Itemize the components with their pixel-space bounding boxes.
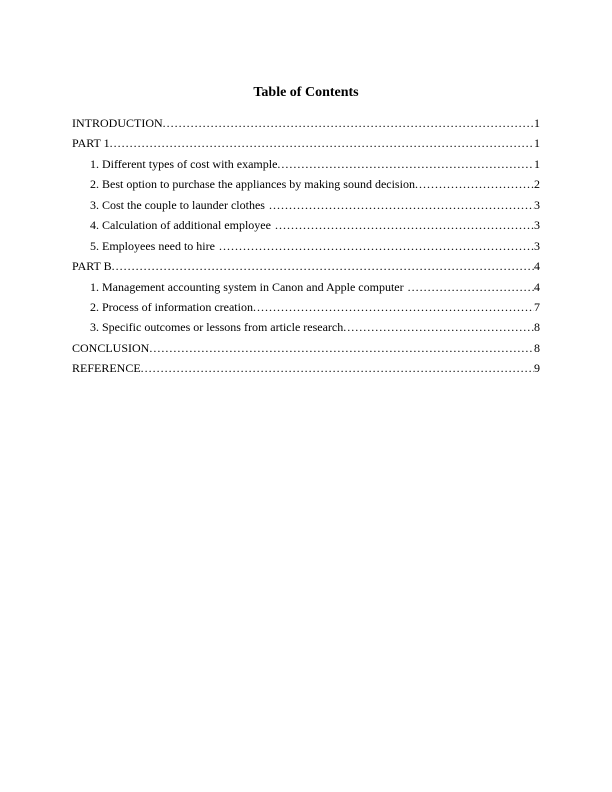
toc-entry-label: 3. Specific outcomes or lessons from article research — [90, 320, 344, 335]
toc-entry[interactable] — [72, 338, 540, 358]
toc-entry-label: 1. Different types of cost with example — [90, 156, 278, 171]
toc-entry-label: 4. Calculation of additional employee — [90, 218, 271, 233]
toc-entry-page-number: 3 — [534, 238, 540, 253]
toc-entry-page-number: 4 — [534, 279, 540, 294]
toc-entry[interactable] — [72, 174, 540, 194]
toc-entry-label: 5. Employees need to hire — [90, 238, 215, 253]
toc-entry[interactable] — [72, 317, 540, 337]
dot-leader — [110, 133, 534, 153]
toc-entry-page-number: 8 — [534, 320, 540, 335]
toc-entry-page-number: 1 — [534, 156, 540, 171]
toc-entry-label: 2. Best option to purchase the appliances by making sound decision — [90, 177, 415, 192]
toc-entry-label: 3. Cost the couple to launder clothes — [90, 197, 265, 212]
toc-list — [72, 113, 540, 379]
dot-leader — [253, 297, 534, 317]
dot-leader — [149, 338, 534, 358]
toc-entry-label: INTRODUCTION — [72, 116, 163, 130]
toc-content — [72, 85, 540, 379]
toc-entry-page-number: 1 — [534, 136, 540, 151]
dot-leader — [269, 195, 534, 215]
dot-leader — [277, 154, 534, 174]
toc-entry-page-number: 3 — [534, 197, 540, 212]
toc-entry[interactable] — [72, 236, 540, 256]
toc-entry-page-number: 2 — [534, 177, 540, 192]
toc-entry[interactable] — [72, 195, 540, 215]
toc-entry-page-number: 3 — [534, 218, 540, 233]
toc-entry-page-number: 4 — [534, 259, 540, 274]
toc-entry[interactable] — [72, 358, 540, 378]
dot-leader — [343, 317, 534, 337]
toc-entry-label: PART B — [72, 259, 112, 274]
toc-entry[interactable] — [72, 277, 540, 297]
toc-entry-page-number: 8 — [534, 340, 540, 355]
toc-entry-page-number: 9 — [534, 361, 540, 376]
dot-leader — [415, 174, 534, 194]
toc-entry[interactable] — [72, 297, 540, 317]
toc-entry-label: 1. Management accounting system in Canon and Apple computer — [90, 279, 404, 294]
toc-entry-page-number: 1 — [534, 116, 540, 130]
dot-leader — [163, 113, 534, 133]
toc-entry-label: 2. Process of information creation — [90, 299, 253, 314]
toc-entry-label: REFERENCE — [72, 361, 141, 376]
toc-entry-label: CONCLUSION — [72, 340, 150, 355]
toc-entry[interactable] — [72, 256, 540, 276]
toc-entry-label: PART 1 — [72, 136, 110, 151]
dot-leader — [408, 277, 534, 297]
toc-entry[interactable] — [72, 113, 540, 133]
dot-leader — [141, 358, 534, 378]
dot-leader — [219, 236, 534, 256]
dot-leader — [112, 256, 534, 276]
toc-entry[interactable] — [72, 215, 540, 235]
toc-title: Table of Contents — [253, 85, 359, 100]
toc-entry-page-number: 7 — [534, 299, 540, 314]
toc-entry[interactable] — [72, 133, 540, 153]
toc-entry[interactable] — [72, 154, 540, 174]
dot-leader — [275, 215, 534, 235]
